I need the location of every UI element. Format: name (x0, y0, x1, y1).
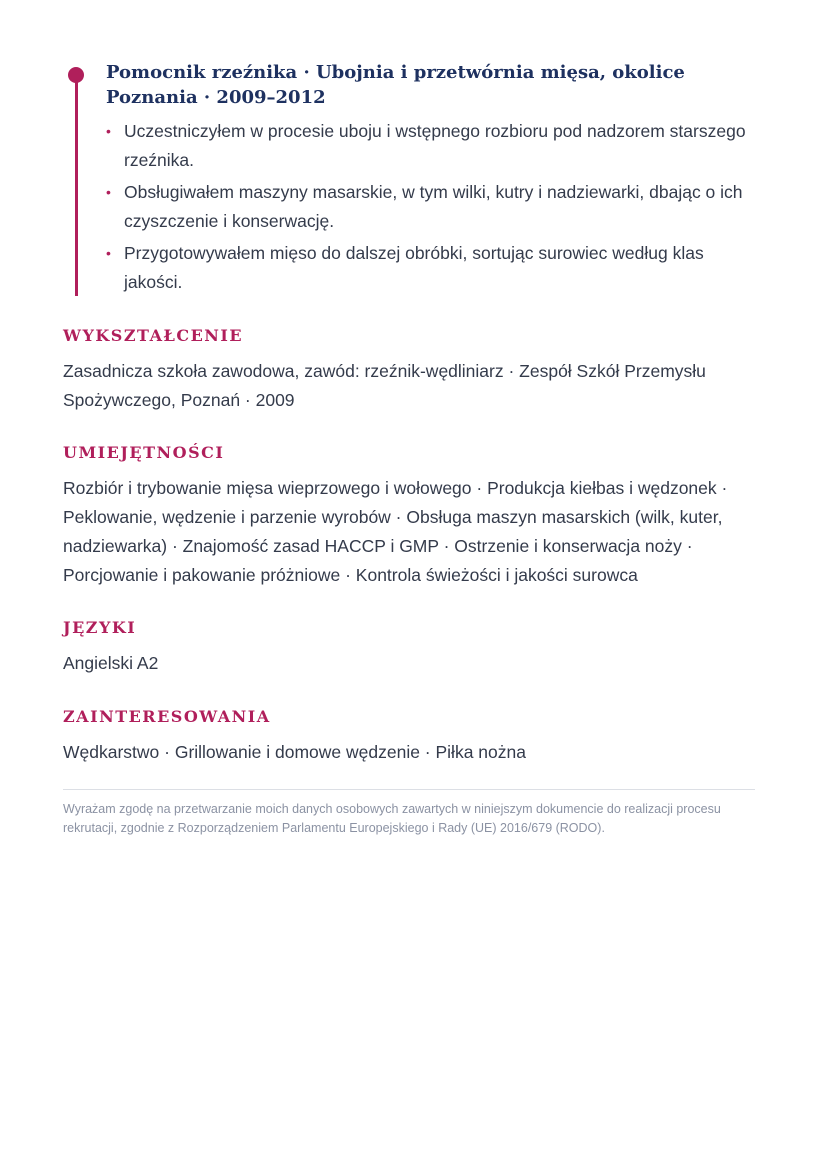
job-bullet (106, 239, 766, 297)
job-bullet (106, 178, 766, 236)
footer-divider (63, 789, 755, 790)
job-bullet-text: Przygotowywałem mięso do dalszej obróbki, sortując surowiec według klas jakości. (124, 243, 704, 292)
skills-text: Rozbiór i trybowanie mięsa wieprzowego i wołowego · Produkcja kiełbas i wędzonek · Peklowanie, wędzenie i parzenie wyrobów · Obsługa maszyn masarskich (wilk, kuter, nadziewarka) · Znajomość zasad HACCP i GMP · Ostrzenie i konserwacja noży · Porcjowanie i pakowanie próżniowe · Kontrola świeżości i jakości surowca (63, 478, 728, 585)
job-bullet-text: Obsługiwałem maszyny masarskie, w tym wilki, kutry i nadziewarki, dbając o ich czyszczenie i konserwację. (124, 182, 743, 231)
education-section (63, 325, 763, 415)
bullet-icon: • (106, 123, 111, 139)
job-title: Pomocnik rzeźnika · Ubojnia i przetwórnia mięsa, okolice Poznania · 2009–2012 (106, 62, 685, 108)
job-bullet-list (106, 117, 766, 300)
languages-text: Angielski A2 (63, 653, 159, 673)
languages-section (63, 617, 763, 678)
gdpr-consent-note: Wyrażam zgodę na przetwarzanie moich danych osobowych zawartych w niniejszym dokumencie do realizacji procesu rekrutacji, zgodnie z Rozporządzeniem Parlamentu Europejskiego i Rady (UE) 2016/679 (RODO). (63, 802, 721, 835)
bullet-icon: • (106, 184, 111, 200)
job-bullet (106, 117, 766, 175)
skills-section (63, 442, 763, 590)
timeline-line (75, 74, 78, 296)
interests-section (63, 706, 763, 767)
job-bullet-text: Uczestniczyłem w procesie uboju i wstępnego rozbioru pod nadzorem starszego rzeźnika. (124, 121, 746, 170)
languages-heading: JĘZYKI (63, 618, 137, 637)
skills-heading: UMIEJĘTNOŚCI (63, 443, 225, 462)
education-text: Zasadnicza szkoła zawodowa, zawód: rzeźnik-wędliniarz · Zespół Szkół Przemysłu Spożywczego, Poznań · 2009 (63, 361, 706, 410)
education-heading: WYKSZTAŁCENIE (63, 326, 244, 345)
bullet-icon: • (106, 245, 111, 261)
interests-text: Wędkarstwo · Grillowanie i domowe wędzenie · Piłka nożna (63, 742, 526, 762)
timeline-dot (68, 67, 84, 83)
interests-heading: ZAINTERESOWANIA (63, 707, 271, 726)
